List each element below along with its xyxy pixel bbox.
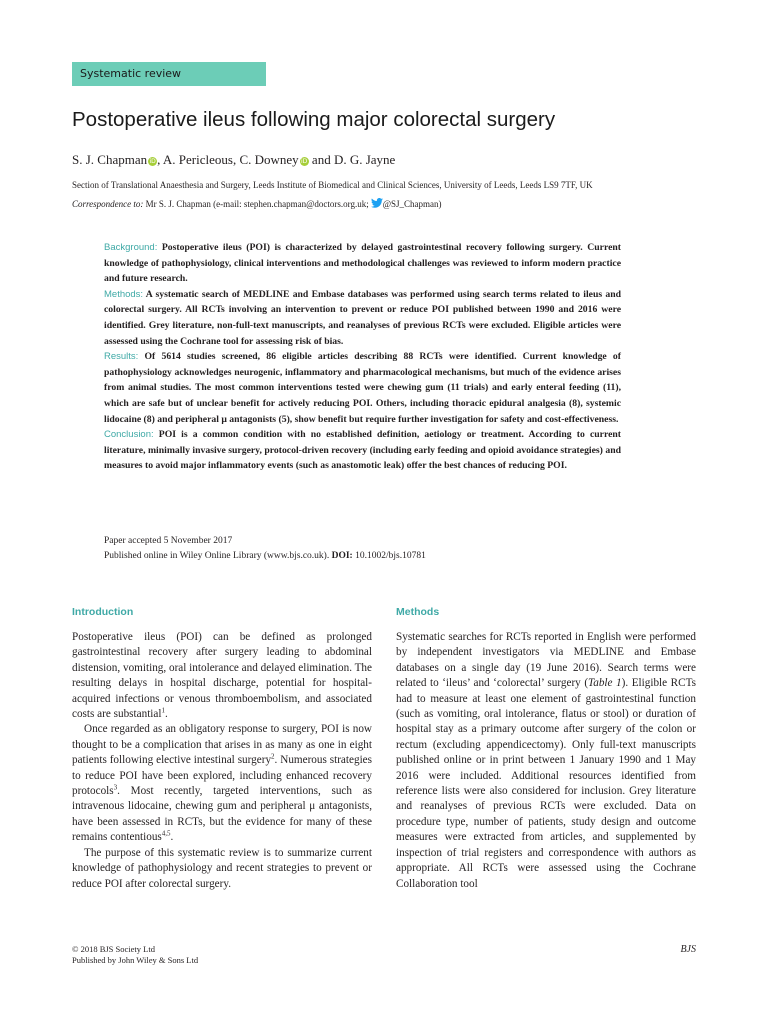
doi-label: DOI: <box>331 551 353 561</box>
accepted-date: Paper accepted 5 November 2017 <box>104 536 233 546</box>
abstract-conclusion <box>104 427 621 474</box>
methods-p1-text-b: ). Eligible RCTs had to measure at least one element of gastrointestinal function (such as vomiting, oral intolerance, flatus or stool) or duration of hospital stay as a primary outcome after surgery of the colon or rectum (excluding appendicectomy). Only full-text manuscripts published online or in print between 1 January 1990 and 1 May 2016 were included. Additional resources identified from reference lists were also considered for inclusion. Grey literature and reanalyses of previous RCTs were excluded. Data on procedure type, number of patients, study design and outcome measures were extracted from articles, and supplemented by inspection of trial registers and correspondence with authors as appropriate. All RCTs were assessed using the Cochrane Collaboration tool <box>396 677 696 890</box>
author-names-end: and D. G. Jayne <box>308 152 396 167</box>
page-footer-left <box>72 944 372 966</box>
introduction-column <box>72 630 372 892</box>
methods-p1-text-a: Systematic searches for RCTs reported in English were performed by independent investigators via MEDLINE and Embase databases on a single day (19 June 2016). Search terms were related to ‘ileus’ and ‘colorectal’ surgery ( <box>396 631 696 690</box>
citation-ref[interactable]: 2 <box>271 752 275 761</box>
section-heading-methods: Methods <box>396 606 440 618</box>
published-online-text: Published online in Wiley Online Library (www.bjs.co.uk). <box>104 551 332 561</box>
article-title: Postoperative ileus following major colorectal surgery <box>72 108 556 131</box>
journal-name: BJS <box>680 944 696 955</box>
abstract-conclusion-text: POI is a common condition with no established definition, aetiology or treatment. According to current literature, minimally invasive surgery, protocol-driven recovery (including early feeding and opioid avoidance strategies) and measures to avoid major inflammatory events (such as anastomotic leak) offer the best chances of reducing POI. <box>104 429 621 472</box>
abstract-background <box>104 240 621 287</box>
intro-p2-text-a: Once regarded as an obligatory response to surgery, POI is now thought to be a complication that arises in as many as one in eight patients following elective intestinal surgery <box>72 723 372 767</box>
doi-link[interactable]: 10.1002/bjs.10781 <box>352 551 426 561</box>
intro-paragraph-2: Once regarded as an obligatory response to surgery, POI is now thought to be a complication that arises in as many as one in eight patients following elective intestinal surgery$^2$. Numerous strategies to reduce POI have been explored, including enhanced recovery protocols$^3$. Most recently, targeted interventions, such as intravenous lidocaine, chewing gum and peripheral μ antagonists, have been assessed in RCTs, but the evidence for many of these remains contentious$^{4,5}$. <box>72 723 372 844</box>
abstract <box>104 240 621 474</box>
correspondence-label: Correspondence to: <box>72 199 144 209</box>
orcid-icon[interactable]: iD <box>149 158 156 165</box>
affiliation: Section of Translational Anaesthesia and Surgery, Leeds Institute of Biomedical and Clinical Sciences, University of Leeds, Leeds LS9 7TF, UK <box>72 180 593 190</box>
table-1-link[interactable]: Table 1 <box>588 677 622 690</box>
twitter-icon[interactable] <box>371 198 383 208</box>
author-chapman[interactable]: S. J. Chapman <box>72 152 148 167</box>
citation-ref[interactable]: 4,5 <box>161 829 171 838</box>
correspondence-text: Mr S. J. Chapman (e-mail: stephen.chapman@doctors.org.uk; <box>143 199 369 209</box>
methods-column <box>396 630 696 892</box>
intro-paragraph-3: The purpose of this systematic review is to summarize current knowledge of pathophysiology and recent strategies to prevent or reduce POI after colorectal surgery. <box>72 846 372 890</box>
copyright: © 2018 BJS Society Ltd <box>72 944 155 954</box>
abstract-methods-text: A systematic search of MEDLINE and Embase databases was performed using search terms related to ileus and colorectal surgery. All RCTs involving an intervention to prevent or reduce POI published between 1990 and 2016 were identified. Grey literature, non-full-text manuscripts, and reanalyses of previous RCTs were excluded. Eligible articles were assessed using the Cochrane tool for assessing risk of bias. <box>104 288 621 347</box>
intro-p1-text: Postoperative ileus (POI) can be defined as prolonged gastrointestinal recovery after surgery leading to abdominal distension, vomiting, oral intolerance and delayed elimination. The resulting delays in hospital discharge, potential for hospital-acquired infections or venous thromboembolism, and associated costs are substantial <box>72 631 372 721</box>
publisher: Published by John Wiley & Sons Ltd <box>72 955 199 965</box>
abstract-heading-methods: Methods: <box>104 288 144 300</box>
author-list <box>72 151 712 169</box>
correspondence <box>72 198 712 211</box>
intro-p2-text-b: . Numerous strategies to reduce POI have been explored, including enhanced recovery protocols <box>72 754 372 798</box>
citation-ref[interactable]: 1 <box>161 706 165 715</box>
published-line <box>104 549 624 564</box>
abstract-heading-results: Results: <box>104 351 139 363</box>
citation-ref[interactable]: 3 <box>113 783 118 792</box>
abstract-results <box>104 349 621 427</box>
section-heading-introduction: Introduction <box>72 606 134 618</box>
intro-paragraph-1: Postoperative ileus (POI) can be defined as prolonged gastrointestinal recovery after surgery leading to abdominal distension, vomiting, oral intolerance and delayed elimination. The resulting delays in hospital discharge, potential for hospital-acquired infections or venous thromboembolism, and associated costs are substantial$^1$. <box>72 631 372 721</box>
methods-paragraph-1 <box>396 630 696 892</box>
publication-info <box>104 534 624 564</box>
abstract-background-text: Postoperative ileus (POI) is characterized by delayed gastrointestinal recovery following surgery. Current knowledge of pathophysiology, clinical interventions and methodological challenges was reviewed to inform modern practice and future research. <box>104 242 621 285</box>
abstract-heading-conclusion: Conclusion: <box>104 429 154 441</box>
intro-p2-text-c: . Most recently, targeted interventions, such as intravenous lidocaine, chewing gum and peripheral μ antagonists, have been assessed in RCTs, but the evidence for many of these remains contentious <box>72 785 372 844</box>
article-type-badge: Systematic review <box>72 62 266 86</box>
abstract-heading-background: Background: <box>104 242 158 253</box>
author-names-middle: , A. Pericleous, C. Downey <box>157 152 299 167</box>
twitter-handle[interactable]: @SJ_Chapman) <box>382 199 442 209</box>
orcid-icon[interactable]: iD <box>301 158 308 165</box>
abstract-methods <box>104 287 621 349</box>
abstract-results-text: Of 5614 studies screened, 86 eligible articles describing 88 RCTs were identified. Current knowledge of pathophysiology acknowledges neurogenic, inflammatory and pharmacological mechanisms, but much of the evidence arises from animal studies. The most common interventions tested were chewing gum (11 trials) and early enteral feeding (11), which are safe but of unclear benefit for actively reducing POI. Others, including thoracic epidural analgesia (8), systemic lidocaine (8) and peripheral μ antagonists (5), show benefit but require further investigation for safety and cost-effectiveness. <box>104 351 621 425</box>
